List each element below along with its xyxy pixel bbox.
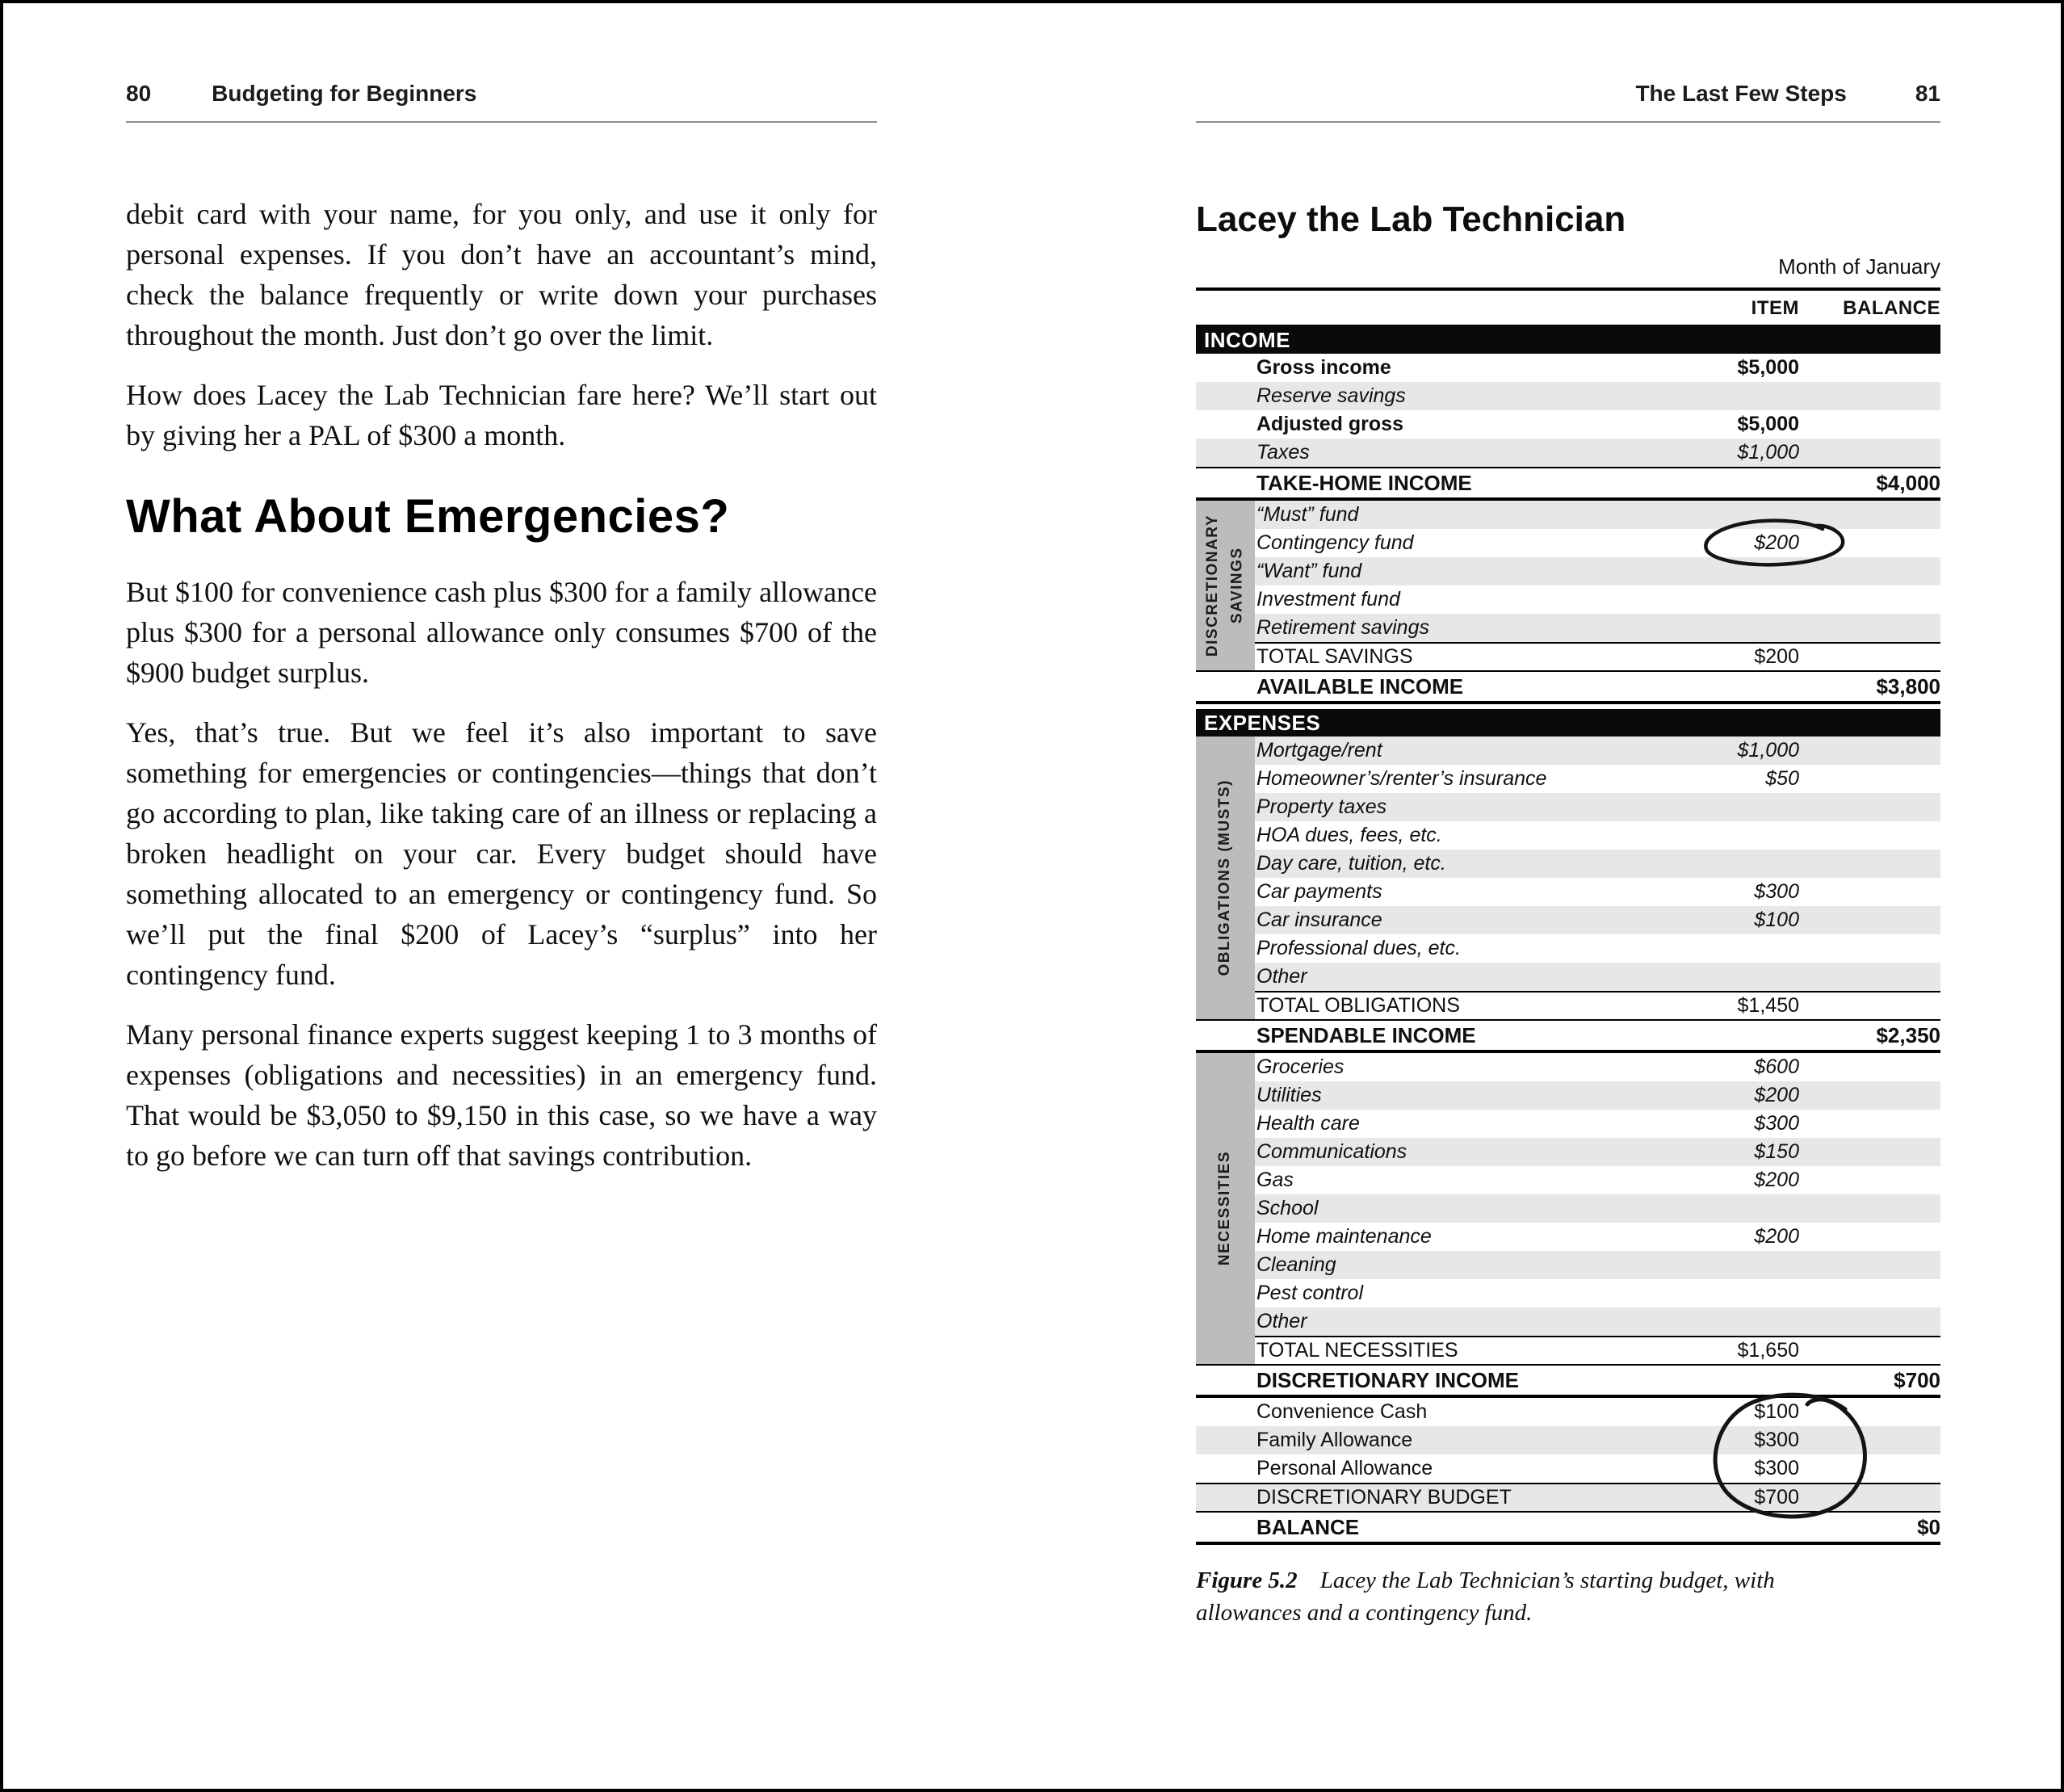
table-row xyxy=(1196,1511,1940,1545)
figure-caption xyxy=(1196,1564,1834,1629)
running-header-left: Budgeting for Beginners xyxy=(212,81,477,106)
row-label: School xyxy=(1256,1197,1319,1219)
row-item-value: $200 xyxy=(1754,1169,1799,1191)
row-label: Investment fund xyxy=(1256,588,1400,611)
table-row xyxy=(1196,793,1940,821)
row-label: Contingency fund xyxy=(1256,531,1414,554)
paragraph: But $100 for convenience cash plus $300 for a family allowance plus $300 for a personal allowance only consumes $700 of the $900 budget surplus. xyxy=(126,575,877,689)
table-row xyxy=(1196,878,1940,906)
table-row xyxy=(1196,934,1940,963)
table-row xyxy=(1196,585,1940,614)
section-heading: What About Emergencies? xyxy=(126,490,730,543)
table-row xyxy=(1196,850,1940,878)
row-label: Other xyxy=(1256,965,1307,988)
row-label: Communications xyxy=(1256,1140,1407,1163)
table-row xyxy=(1196,467,1940,501)
row-label: Taxes xyxy=(1256,441,1310,464)
group-savings xyxy=(1196,501,1940,670)
row-label: Cleaning xyxy=(1256,1253,1336,1276)
running-header-right: The Last Few Steps xyxy=(1635,81,1847,106)
table-row xyxy=(1196,382,1940,410)
table-row xyxy=(1196,1336,1940,1364)
row-item-value: $1,450 xyxy=(1737,994,1799,1017)
table-row xyxy=(1196,439,1940,467)
row-item-value: $150 xyxy=(1754,1140,1799,1163)
header-rule-left xyxy=(126,121,877,123)
row-label: Adjusted gross xyxy=(1256,413,1403,435)
row-label: Groceries xyxy=(1256,1055,1345,1078)
row-item-value: $200 xyxy=(1754,1084,1799,1106)
row-label: TOTAL OBLIGATIONS xyxy=(1256,994,1460,1017)
row-item-value: $1,000 xyxy=(1737,739,1799,762)
row-label: DISCRETIONARY BUDGET xyxy=(1256,1486,1512,1509)
row-label: Gross income xyxy=(1256,356,1391,379)
figure-caption-text: Lacey the Lab Technician’s starting budget, with allowances and a contingency fund. xyxy=(1196,1567,1775,1626)
row-label: “Must” fund xyxy=(1256,503,1359,526)
row-label: Property taxes xyxy=(1256,795,1387,818)
row-label: Gas xyxy=(1256,1169,1294,1191)
table-row xyxy=(1196,642,1940,670)
table-row xyxy=(1196,354,1940,382)
table-row xyxy=(1196,1483,1940,1511)
row-balance-value: $700 xyxy=(1894,1367,1940,1392)
column-headers xyxy=(1196,287,1940,326)
row-label: Other xyxy=(1256,1310,1307,1332)
table-row xyxy=(1196,1279,1940,1307)
table-row xyxy=(1196,1019,1940,1053)
row-item-value: $300 xyxy=(1754,1429,1799,1451)
row-item-value: $1,650 xyxy=(1737,1339,1799,1362)
vertical-label-necessities: NECESSITIES xyxy=(1216,1151,1234,1266)
row-label: SPENDABLE INCOME xyxy=(1256,1022,1476,1047)
table-row xyxy=(1196,963,1940,991)
paragraph: How does Lacey the Lab Technician fare here? We’ll start out by giving her a PAL of $300 a month. xyxy=(126,379,877,451)
table-row xyxy=(1196,765,1940,793)
row-label: DISCRETIONARY INCOME xyxy=(1256,1367,1520,1392)
table-row xyxy=(1196,501,1940,529)
budget-table-body xyxy=(1196,326,1940,1545)
row-item-value: $1,000 xyxy=(1737,441,1799,464)
table-row xyxy=(1196,1398,1940,1426)
table-row xyxy=(1196,614,1940,642)
table-row xyxy=(1196,1307,1940,1336)
row-label: Day care, tuition, etc. xyxy=(1256,852,1446,875)
page-number-left: 80 xyxy=(126,81,152,106)
row-balance-value: $4,000 xyxy=(1876,470,1940,495)
paragraph: Many personal finance experts suggest keeping 1 to 3 months of expenses (obligations and necessities) in an emergency fund. That would be $3,050 to $9,150 in this case, so we have a way to go before we can turn off that savings contribution. xyxy=(126,1018,877,1172)
body-text xyxy=(126,194,877,1176)
row-label: “Want” fund xyxy=(1256,560,1362,582)
row-label: BALANCE xyxy=(1256,1514,1360,1539)
header-rule-right xyxy=(1196,121,1940,123)
row-item-value: $700 xyxy=(1754,1486,1799,1509)
row-label: Professional dues, etc. xyxy=(1256,937,1461,959)
table-row xyxy=(1196,1053,1940,1081)
table-row xyxy=(1196,1364,1940,1398)
row-label: Health care xyxy=(1256,1112,1360,1135)
table-row xyxy=(1196,670,1940,704)
page-header-right xyxy=(1196,81,1940,107)
page-left xyxy=(126,81,877,1195)
table-row xyxy=(1196,906,1940,934)
row-item-value: $200 xyxy=(1754,531,1799,554)
column-header-item: ITEM xyxy=(1751,297,1799,319)
page-right xyxy=(1196,81,1940,1629)
vertical-label-savings: DISCRETIONARY SAVINGS xyxy=(1204,514,1246,657)
row-label: AVAILABLE INCOME xyxy=(1256,674,1464,699)
group-gutter-savings xyxy=(1196,501,1255,670)
row-item-value: $100 xyxy=(1754,909,1799,931)
row-label: Home maintenance xyxy=(1256,1225,1432,1248)
row-item-value: $50 xyxy=(1765,767,1799,790)
figure-caption-label: Figure 5.2 xyxy=(1196,1567,1298,1593)
row-label: Pest control xyxy=(1256,1282,1364,1304)
row-label: Personal Allowance xyxy=(1256,1457,1433,1479)
row-item-value: $5,000 xyxy=(1737,413,1799,435)
section-header-income: INCOME xyxy=(1196,326,1940,354)
table-row xyxy=(1196,1138,1940,1166)
group-obligations xyxy=(1196,737,1940,1019)
row-label: TOTAL SAVINGS xyxy=(1256,645,1413,668)
page-number-right: 81 xyxy=(1915,81,1940,106)
table-row xyxy=(1196,529,1940,557)
row-label: Retirement savings xyxy=(1256,616,1429,639)
page-header-left xyxy=(126,81,877,107)
table-row xyxy=(1196,821,1940,850)
row-label: Mortgage/rent xyxy=(1256,739,1382,762)
row-label: Homeowner’s/renter’s insurance xyxy=(1256,767,1547,790)
paragraph: debit card with your name, for you only, and use it only for personal expenses. If you don’t have an accountant’s mind, check the balance frequently or write down your purchases throughout the month. Just don’t go over the limit. xyxy=(126,198,877,351)
row-item-value: $300 xyxy=(1754,1112,1799,1135)
row-label: Convenience Cash xyxy=(1256,1400,1428,1423)
table-row xyxy=(1196,1251,1940,1279)
row-balance-value: $3,800 xyxy=(1876,674,1940,699)
table-row xyxy=(1196,737,1940,765)
row-balance-value: $2,350 xyxy=(1876,1022,1940,1047)
table-row xyxy=(1196,991,1940,1019)
group-gutter-obligations xyxy=(1196,737,1255,1019)
table-row xyxy=(1196,557,1940,585)
row-label: HOA dues, fees, etc. xyxy=(1256,824,1442,846)
paragraph: Yes, that’s true. But we feel it’s also important to save something for emergencies or contingencies—things that don’t go according to plan, like taking care of an illness or replacing a broken headlight on your car. Every budget should have something allocated to an emergency or contingency fund. So we’ll put the final $200 of Lacey’s “surplus” into her contingency fund. xyxy=(126,716,877,991)
table-row xyxy=(1196,1110,1940,1138)
table-row xyxy=(1196,410,1940,439)
row-item-value: $100 xyxy=(1754,1400,1799,1423)
row-item-value: $300 xyxy=(1754,880,1799,903)
table-row xyxy=(1196,1223,1940,1251)
row-item-value: $5,000 xyxy=(1737,356,1799,379)
group-necessities xyxy=(1196,1053,1940,1364)
row-balance-value: $0 xyxy=(1917,1514,1940,1539)
group-gutter-necessities xyxy=(1196,1053,1255,1364)
figure-title: Lacey the Lab Technician xyxy=(1196,199,1626,239)
row-label: Car payments xyxy=(1256,880,1382,903)
row-label: Family Allowance xyxy=(1256,1429,1413,1451)
row-label: Reserve savings xyxy=(1256,384,1406,407)
row-item-value: $200 xyxy=(1754,1225,1799,1248)
row-label: TAKE-HOME INCOME xyxy=(1256,470,1472,495)
table-row xyxy=(1196,1454,1940,1483)
column-header-balance: BALANCE xyxy=(1843,297,1940,319)
table-row xyxy=(1196,1081,1940,1110)
row-item-value: $200 xyxy=(1754,645,1799,668)
row-label: Utilities xyxy=(1256,1084,1322,1106)
vertical-label-obligations: OBLIGATIONS (MUSTS) xyxy=(1216,779,1234,976)
row-item-value: $300 xyxy=(1754,1457,1799,1479)
table-row xyxy=(1196,1194,1940,1223)
section-header-expenses: EXPENSES xyxy=(1196,709,1940,737)
row-item-value: $600 xyxy=(1754,1055,1799,1078)
table-row xyxy=(1196,1166,1940,1194)
table-row xyxy=(1196,1426,1940,1454)
month-label: Month of January xyxy=(1778,254,1940,279)
row-label: TOTAL NECESSITIES xyxy=(1256,1339,1458,1362)
row-label: Car insurance xyxy=(1256,909,1382,931)
